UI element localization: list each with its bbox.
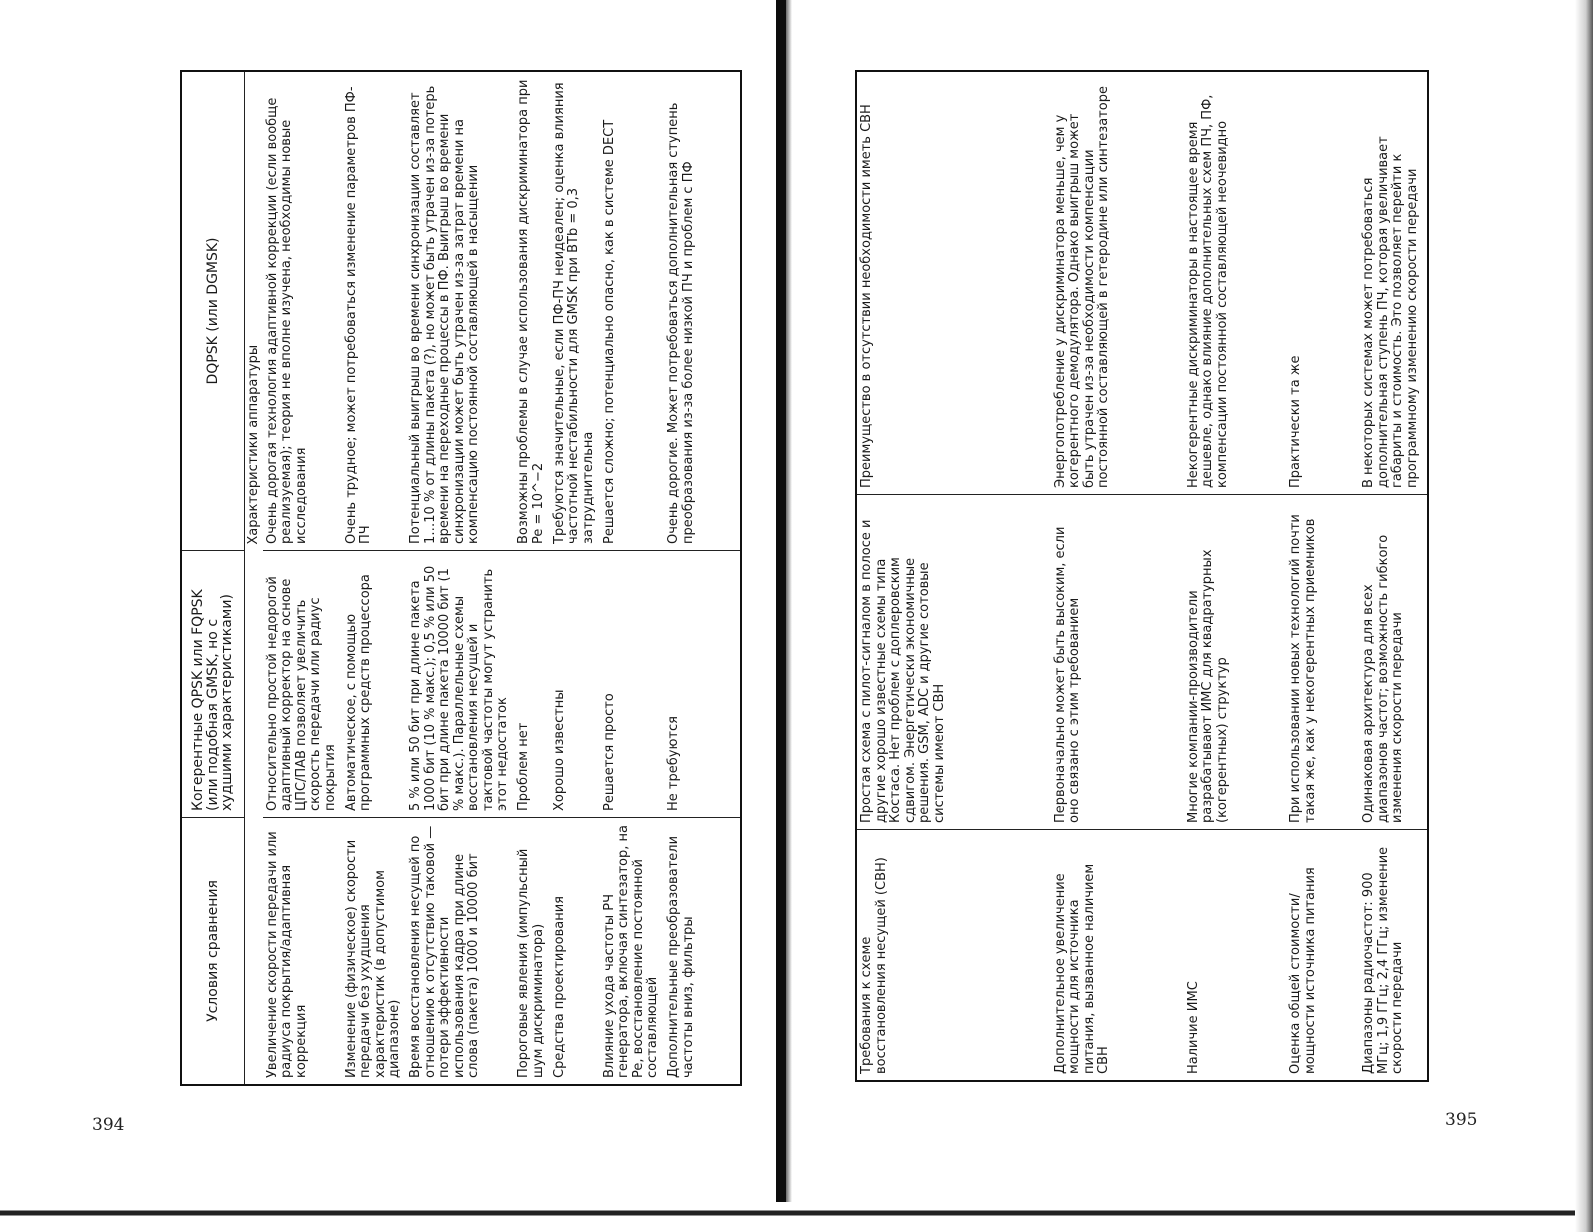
table-header-row (181, 71, 245, 1085)
spine-shadow (786, 0, 792, 1232)
dqpsk-cell: Требуются значительные, если ПФ-ПЧ неидеален; оценка влияния частотной нестабильности для GMSK при BTb = 0,3 затруднительна (550, 71, 600, 551)
condition-cell: Дополнительные преобразователи частоты вниз, фильтры (666, 835, 696, 1078)
table-row (342, 71, 406, 1085)
section-title: Характеристики аппаратуры (246, 344, 261, 545)
table-row (1286, 71, 1359, 1081)
coherent-cell: Решается просто (600, 551, 665, 818)
header-dqpsk: DQPSK (или DGMSK) (181, 71, 245, 551)
condition-cell: Время восстановления несущей по отношению к отсутствию таковой — потери эффективности использования кадра при длине слова (пакета) 1000 и 10000 бит (408, 825, 482, 1078)
section-row (245, 71, 263, 1085)
dqpsk-cell: Энергопотребление у дискриминатора меньше, чем у когерентного демодулятора. Однако выигрыш может быть утрачен из-за необходимости компенсации постоянной составляющей в гетеродине или синтезаторе (1051, 71, 1184, 495)
dqpsk-cell: Практически та же (1286, 71, 1359, 495)
comparison-table-part1 (180, 70, 742, 1086)
table-row (1184, 71, 1287, 1081)
dqpsk-cell: Очень трудное; может потребоваться изменение параметров ПФ-ПЧ (342, 71, 406, 551)
condition-cell: Требования к схеме восстановления несущей (СВН) (859, 857, 889, 1074)
dqpsk-cell: В некоторых системах может потребоваться дополнительная ступень ПЧ, которая увеличивает габариты и стоимость. Это позволяет перейти к программному изменению скорости передачи (1359, 71, 1428, 495)
condition-cell: Средства проектирования (551, 896, 567, 1078)
right-page-number: 395 (1445, 1110, 1478, 1130)
header-coherent: Когерентные QPSK или FQPSK (или подобная GMSK, но с худшими характеристиками) (181, 551, 245, 818)
coherent-cell: Первоначально может быть высоким, если оно связано с этим требованием (1051, 495, 1184, 830)
table-row (664, 71, 741, 1085)
condition-cell: Изменение (физическое) скорости передачи без ухудшения характеристик (в допустимом диапазоне) (343, 839, 403, 1078)
table-row (1051, 71, 1184, 1081)
table-row (1359, 71, 1428, 1081)
coherent-cell: Многие компании-производители разрабатывают ИМС для квадратурных (когерентных) структур (1184, 495, 1287, 830)
condition-cell: Дополнительное увеличение мощности для источника питания, вызванное наличием СВН (1052, 863, 1112, 1074)
book-spine (776, 0, 786, 1232)
condition-cell: Увеличение скорости передачи или радиуса покрытия/адаптивная коррекция (264, 831, 309, 1078)
condition-cell: Диапазоны радиочастот: 900 МГц; 1,9 ГГц; 2,4 ГГц; изменение скорости передачи (1361, 846, 1405, 1074)
condition-cell: Пороговые явления (импульсный шум дискриминатора) (516, 848, 546, 1078)
dqpsk-cell: Очень дорогие. Может потребоваться дополнительная ступень преобразования из-за более низкой ПЧ и проблем с ПФ (664, 71, 741, 551)
left-page-table-wrapper (180, 70, 742, 1086)
table-row (263, 71, 342, 1085)
table-row (600, 71, 665, 1085)
header-conditions: Условия сравнения (181, 818, 245, 1086)
dqpsk-cell: Возможны проблемы в случае использования дискриминатора при Pe = 10^−2 (514, 71, 549, 551)
table-row (406, 71, 514, 1085)
table-row (550, 71, 600, 1085)
table-row (856, 71, 1051, 1081)
condition-cell: Оценка общей стоимости/мощности источника питания (1288, 867, 1318, 1074)
page-bottom-edge (0, 1202, 1593, 1232)
condition-cell: Наличие ИМС (1185, 981, 1201, 1074)
coherent-cell: Проблем нет (514, 551, 549, 818)
page-right-edge (1575, 0, 1593, 1232)
comparison-table-part2 (855, 70, 1429, 1082)
coherent-cell: Простая схема с пилот-сигналом в полосе и другие хорошо известные схемы типа Костаса. Нет проблем с доплеровским сдвигом. Энергетически экономичные решения. GSM, ADC и другие сотовые системы имеют СВН (856, 495, 1051, 830)
coherent-cell: При использовании новых технологий почти такая же, как у некогерентных приемников (1286, 495, 1359, 830)
coherent-cell: Хорошо известны (550, 551, 600, 818)
right-page-table-wrapper (855, 70, 1429, 1082)
coherent-cell: Одинаковая архитектура для всех диапазонов частот; возможность гибкого изменения скорости передачи (1359, 495, 1428, 830)
coherent-cell: Относительно простой недорогой адаптивный корректор на основе ЦПС/ПАВ позволяет увеличить скорость передачи или радиус покрытия (263, 551, 342, 818)
dqpsk-cell: Очень дорогая технология адаптивной коррекции (если вообще реализуемая); теория не вполне изучена, необходимы новые исследования (263, 71, 342, 551)
dqpsk-cell: Преимущество в отсутствии необходимости иметь СВН (856, 71, 1051, 495)
condition-cell: Влияние ухода частоты РЧ генератора, включая синтезатор, на Pe, восстановление постоянной составляющей (601, 825, 660, 1078)
coherent-cell: Автоматическое, с помощью программных средств процессора (342, 551, 406, 818)
coherent-cell: Не требуются (664, 551, 741, 818)
left-page-number: 394 (92, 1115, 125, 1135)
dqpsk-cell: Потенциальный выигрыш во времени синхронизации составляет 1…10 % от длины пакета (?), но может быть утрачен из-за потерь времени на переходные процессы в ПФ. Выигрыш во времени синхронизации может быть утрачен из-за затрат времени на компенсацию постоянной составляющей в насыщении (406, 71, 514, 551)
table-row (514, 71, 549, 1085)
coherent-cell: 5 % или 50 бит при длине пакета 1000 бит (10 % макс.); 0,5 % или 50 бит при длине пакета 10000 бит (1 % макс.). Параллельные схемы восстановления несущей и тактовой частоты могут устранить этот недостаток (406, 551, 514, 818)
dqpsk-cell: Решается сложно; потенциально опасно, как в системе DECT (600, 71, 665, 551)
dqpsk-cell: Некогерентные дискриминаторы в настоящее время дешевле, однако влияние дополнительных схем ПЧ, ПФ, компенсации постоянной составляющей неочевидно (1184, 71, 1287, 495)
